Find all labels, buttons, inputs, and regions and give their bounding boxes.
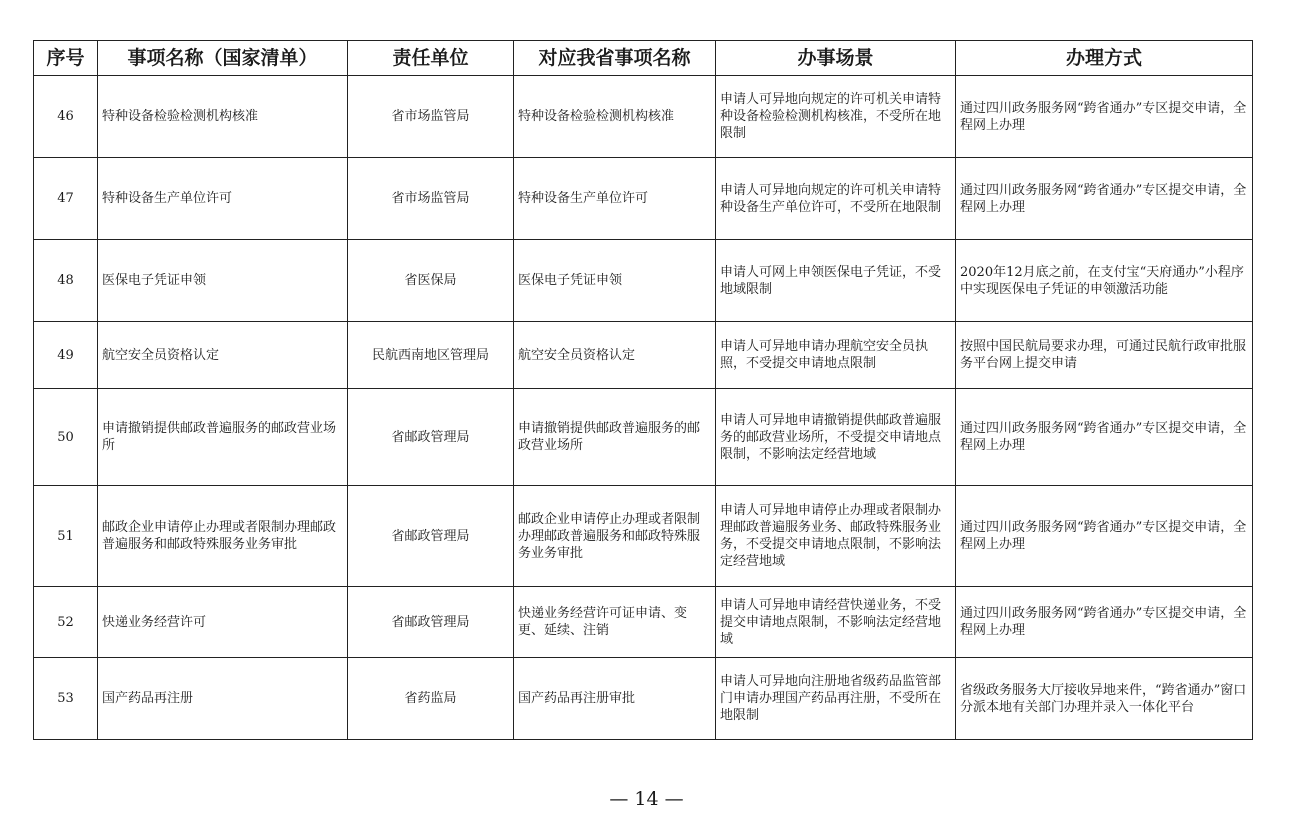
cell-method: 通过四川政务服务网“跨省通办”专区提交申请，全程网上办理 bbox=[956, 158, 1253, 240]
cell-item-name: 申请撤销提供邮政普遍服务的邮政营业场所 bbox=[98, 389, 348, 486]
cell-no: 48 bbox=[34, 240, 98, 322]
cell-item-name: 航空安全员资格认定 bbox=[98, 322, 348, 389]
header-scene: 办事场景 bbox=[716, 41, 956, 76]
cell-no: 49 bbox=[34, 322, 98, 389]
cell-scene: 申请人可异地申请经营快递业务，不受提交申请地点限制，不影响法定经营地域 bbox=[716, 587, 956, 658]
cell-method: 通过四川政务服务网“跨省通办”专区提交申请，全程网上办理 bbox=[956, 486, 1253, 587]
table-row bbox=[34, 389, 1253, 486]
cell-method: 按照中国民航局要求办理，可通过民航行政审批服务平台网上提交申请 bbox=[956, 322, 1253, 389]
cell-no: 51 bbox=[34, 486, 98, 587]
cell-unit: 省邮政管理局 bbox=[348, 486, 514, 587]
cell-local-name: 快递业务经营许可证申请、变更、延续、注销 bbox=[514, 587, 716, 658]
cell-local-name: 国产药品再注册审批 bbox=[514, 658, 716, 740]
cell-scene: 申请人可网上申领医保电子凭证，不受地域限制 bbox=[716, 240, 956, 322]
cell-method: 2020年12月底之前，在支付宝“天府通办”小程序中实现医保电子凭证的申领激活功能 bbox=[956, 240, 1253, 322]
cell-local-name: 医保电子凭证申领 bbox=[514, 240, 716, 322]
cell-no: 50 bbox=[34, 389, 98, 486]
cell-unit: 省邮政管理局 bbox=[348, 587, 514, 658]
cell-unit: 民航西南地区管理局 bbox=[348, 322, 514, 389]
cell-method: 省级政务服务大厅接收异地来件，“跨省通办”窗口分派本地有关部门办理并录入一体化平台 bbox=[956, 658, 1253, 740]
table-row bbox=[34, 486, 1253, 587]
cell-local-name: 邮政企业申请停止办理或者限制办理邮政普遍服务和邮政特殊服务业务审批 bbox=[514, 486, 716, 587]
table-row bbox=[34, 76, 1253, 158]
cell-no: 53 bbox=[34, 658, 98, 740]
table-row bbox=[34, 587, 1253, 658]
table-row bbox=[34, 322, 1253, 389]
cell-scene: 申请人可异地向规定的许可机关申请特种设备生产单位许可，不受所在地限制 bbox=[716, 158, 956, 240]
cell-item-name: 特种设备检验检测机构核准 bbox=[98, 76, 348, 158]
cell-local-name: 航空安全员资格认定 bbox=[514, 322, 716, 389]
page-number: — 14 — bbox=[609, 788, 684, 810]
cell-unit: 省医保局 bbox=[348, 240, 514, 322]
cell-local-name: 申请撤销提供邮政普遍服务的邮政营业场所 bbox=[514, 389, 716, 486]
cell-method: 通过四川政务服务网“跨省通办”专区提交申请，全程网上办理 bbox=[956, 587, 1253, 658]
header-unit: 责任单位 bbox=[348, 41, 514, 76]
table-row bbox=[34, 158, 1253, 240]
cell-local-name: 特种设备检验检测机构核准 bbox=[514, 76, 716, 158]
header-item-name: 事项名称（国家清单） bbox=[98, 41, 348, 76]
cell-unit: 省邮政管理局 bbox=[348, 389, 514, 486]
cell-no: 47 bbox=[34, 158, 98, 240]
header-no: 序号 bbox=[34, 41, 98, 76]
cell-scene: 申请人可异地向规定的许可机关申请特种设备检验检测机构核准，不受所在地限制 bbox=[716, 76, 956, 158]
cell-item-name: 快递业务经营许可 bbox=[98, 587, 348, 658]
cell-scene: 申请人可异地申请停止办理或者限制办理邮政普遍服务业务、邮政特殊服务业务，不受提交申请地点限制，不影响法定经营地域 bbox=[716, 486, 956, 587]
cell-item-name: 特种设备生产单位许可 bbox=[98, 158, 348, 240]
table-row bbox=[34, 240, 1253, 322]
cell-scene: 申请人可异地申请办理航空安全员执照，不受提交申请地点限制 bbox=[716, 322, 956, 389]
cell-item-name: 邮政企业申请停止办理或者限制办理邮政普遍服务和邮政特殊服务业务审批 bbox=[98, 486, 348, 587]
cell-no: 52 bbox=[34, 587, 98, 658]
cell-method: 通过四川政务服务网“跨省通办”专区提交申请，全程网上办理 bbox=[956, 76, 1253, 158]
cell-no: 46 bbox=[34, 76, 98, 158]
cell-scene: 申请人可异地向注册地省级药品监管部门申请办理国产药品再注册，不受所在地限制 bbox=[716, 658, 956, 740]
service-items-table bbox=[33, 40, 1253, 740]
cell-item-name: 医保电子凭证申领 bbox=[98, 240, 348, 322]
cell-method: 通过四川政务服务网“跨省通办”专区提交申请，全程网上办理 bbox=[956, 389, 1253, 486]
cell-local-name: 特种设备生产单位许可 bbox=[514, 158, 716, 240]
table-header-row bbox=[34, 41, 1253, 76]
cell-item-name: 国产药品再注册 bbox=[98, 658, 348, 740]
table-row bbox=[34, 658, 1253, 740]
cell-unit: 省市场监管局 bbox=[348, 76, 514, 158]
cell-unit: 省药监局 bbox=[348, 658, 514, 740]
header-local-name: 对应我省事项名称 bbox=[514, 41, 716, 76]
header-method: 办理方式 bbox=[956, 41, 1253, 76]
cell-unit: 省市场监管局 bbox=[348, 158, 514, 240]
cell-scene: 申请人可异地申请撤销提供邮政普遍服务的邮政营业场所，不受提交申请地点限制，不影响法定经营地域 bbox=[716, 389, 956, 486]
